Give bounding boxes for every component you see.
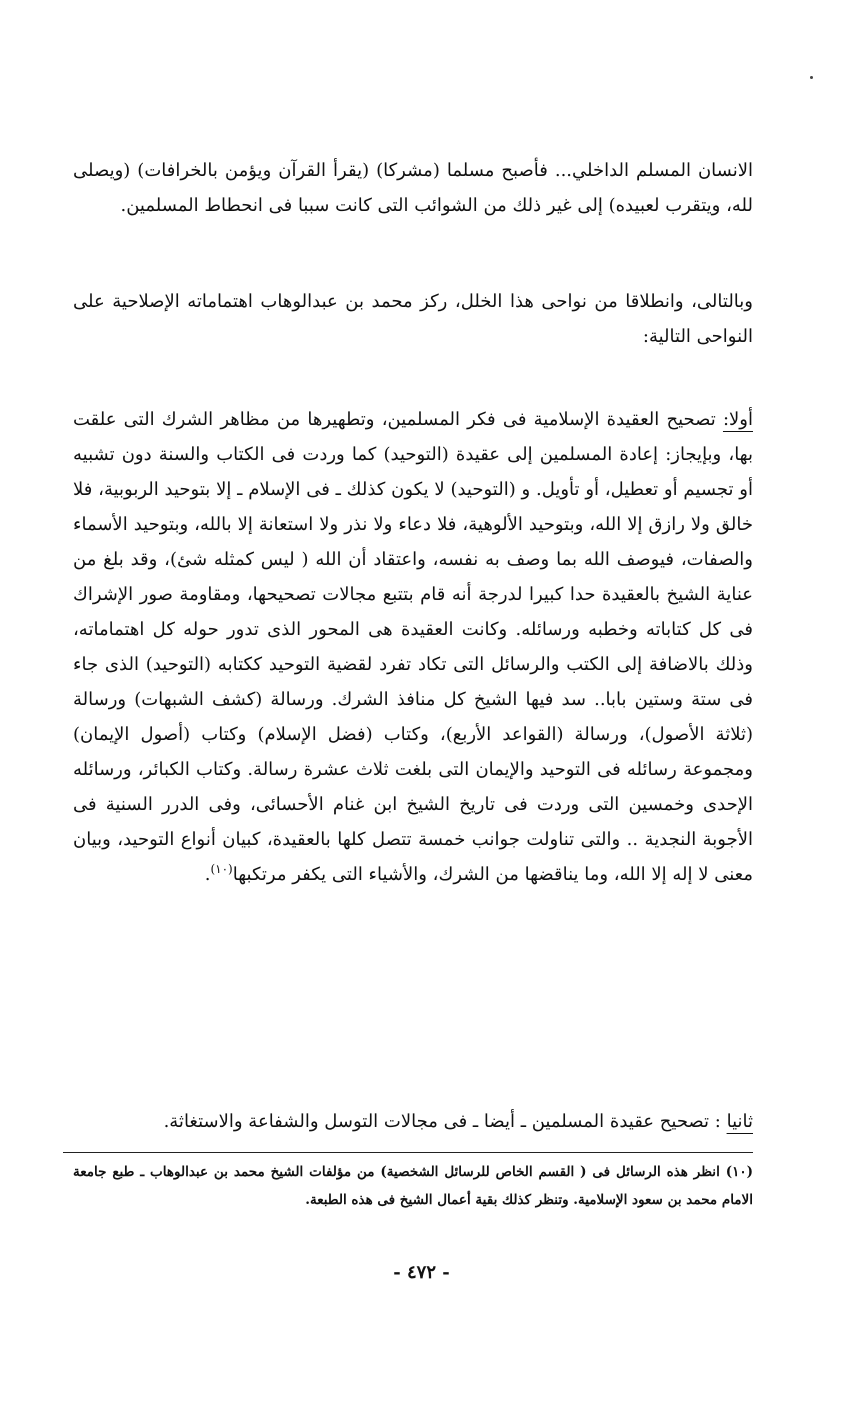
scan-speck [810, 76, 813, 79]
paragraph-first-point [73, 402, 753, 892]
paragraph-second-point [73, 1104, 753, 1139]
first-point-heading: أولا: [722, 409, 753, 430]
footnote-divider [63, 1152, 753, 1153]
footnote-10: (١٠) انظر هذه الرسائل فى ( القسم الخاص للرسائل الشخصية) من مؤلفات الشيخ محمد بن عبدالوهاب ـ طبع جامعة الامام محمد بن سعود الإسلامية. وتنظر كذلك بقية أعمال الشيخ فى هذه الطبعة. [73, 1164, 753, 1208]
paragraph-reform-aspects: وبالتالى، وانطلاقا من نواحى هذا الخلل، ركز محمد بن عبدالوهاب اهتماماته الإصلاحية على النواحى التالية: [73, 291, 753, 347]
page-number: - ٤٧٢ - [393, 1262, 450, 1283]
first-point-end: . [204, 864, 211, 885]
paragraph-intro-continuation: الانسان المسلم الداخلي... فأصبح مسلما (مشركا) (يقرأ القرآن ويؤمن بالخرافات) (ويصلى لله، ويتقرب لعبيده) إلى غير ذلك من الشوائب التى كانت سببا فى انحطاط المسلمين. [73, 160, 753, 216]
footnote-reference[interactable]: (١٠) [210, 862, 233, 876]
second-point-heading: ثانيا [726, 1111, 753, 1132]
second-point-body: : تصحيح عقيدة المسلمين ـ أيضا ـ فى مجالات التوسل والشفاعة والاستغاثة. [163, 1111, 727, 1132]
first-point-body: تصحيح العقيدة الإسلامية فى فكر المسلمين، وتطهيرها من مظاهر الشرك التى علقت بها، وبإيجاز: إعادة المسلمين إلى عقيدة (التوحيد) كما وردت فى الكتاب والسنة دون تشبيه أو تجسيم أو تعطيل، أو تأويل. و (التوحيد) لا يكون كذلك ـ فى الإسلام ـ إلا بتوحيد الربوبية، فلا خالق ولا رازق إلا الله، وبتوحيد الألوهية، فلا دعاء ولا نذر ولا استعانة إلا بالله، وبتوحيد الأسماء والصفات، فيوصف الله بما وصف به نفسه، واعتقاد أن الله ( ليس كمثله شئ)، وقد بلغ من عناية الشيخ بالعقيدة حدا كبيرا لدرجة أنه قام بتتبع مجالات تصحيحها، ومقاومة صور الإشراك فى كل كتاباته وخطبه ورسائله. وكانت العقيدة هى المحور الذى تدور حوله كل اهتماماته، وذلك بالاضافة إلى الكتب والرسائل التى تكاد تفرد لقضية التوحيد ككتابه (التوحيد) الذى جاء فى ستة وستين بابا.. سد فيها الشيخ كل منافذ الشرك. ورسالة (كشف الشبهات) ورسالة (ثلاثة الأصول)، ورسالة (القواعد الأربع)، وكتاب (فضل الإسلام) وكتاب (أصول الإيمان) ومجموعة رسائله فى التوحيد والإيمان التى بلغت ثلاث عشرة رسالة. وكتاب الكبائر، ورسائله الإحدى وخمسين التى وردت فى تاريخ الشيخ ابن غنام الأحسائى، وفى الدرر السنية فى الأجوبة النجدية .. والتى تناولت جوانب خمسة تتصل كلها بالعقيدة، كبيان أنواع التوحيد، وبيان معنى لا إله إلا الله، وما يناقضها من الشرك، والأشياء التى يكفر مرتكبها [73, 409, 754, 885]
